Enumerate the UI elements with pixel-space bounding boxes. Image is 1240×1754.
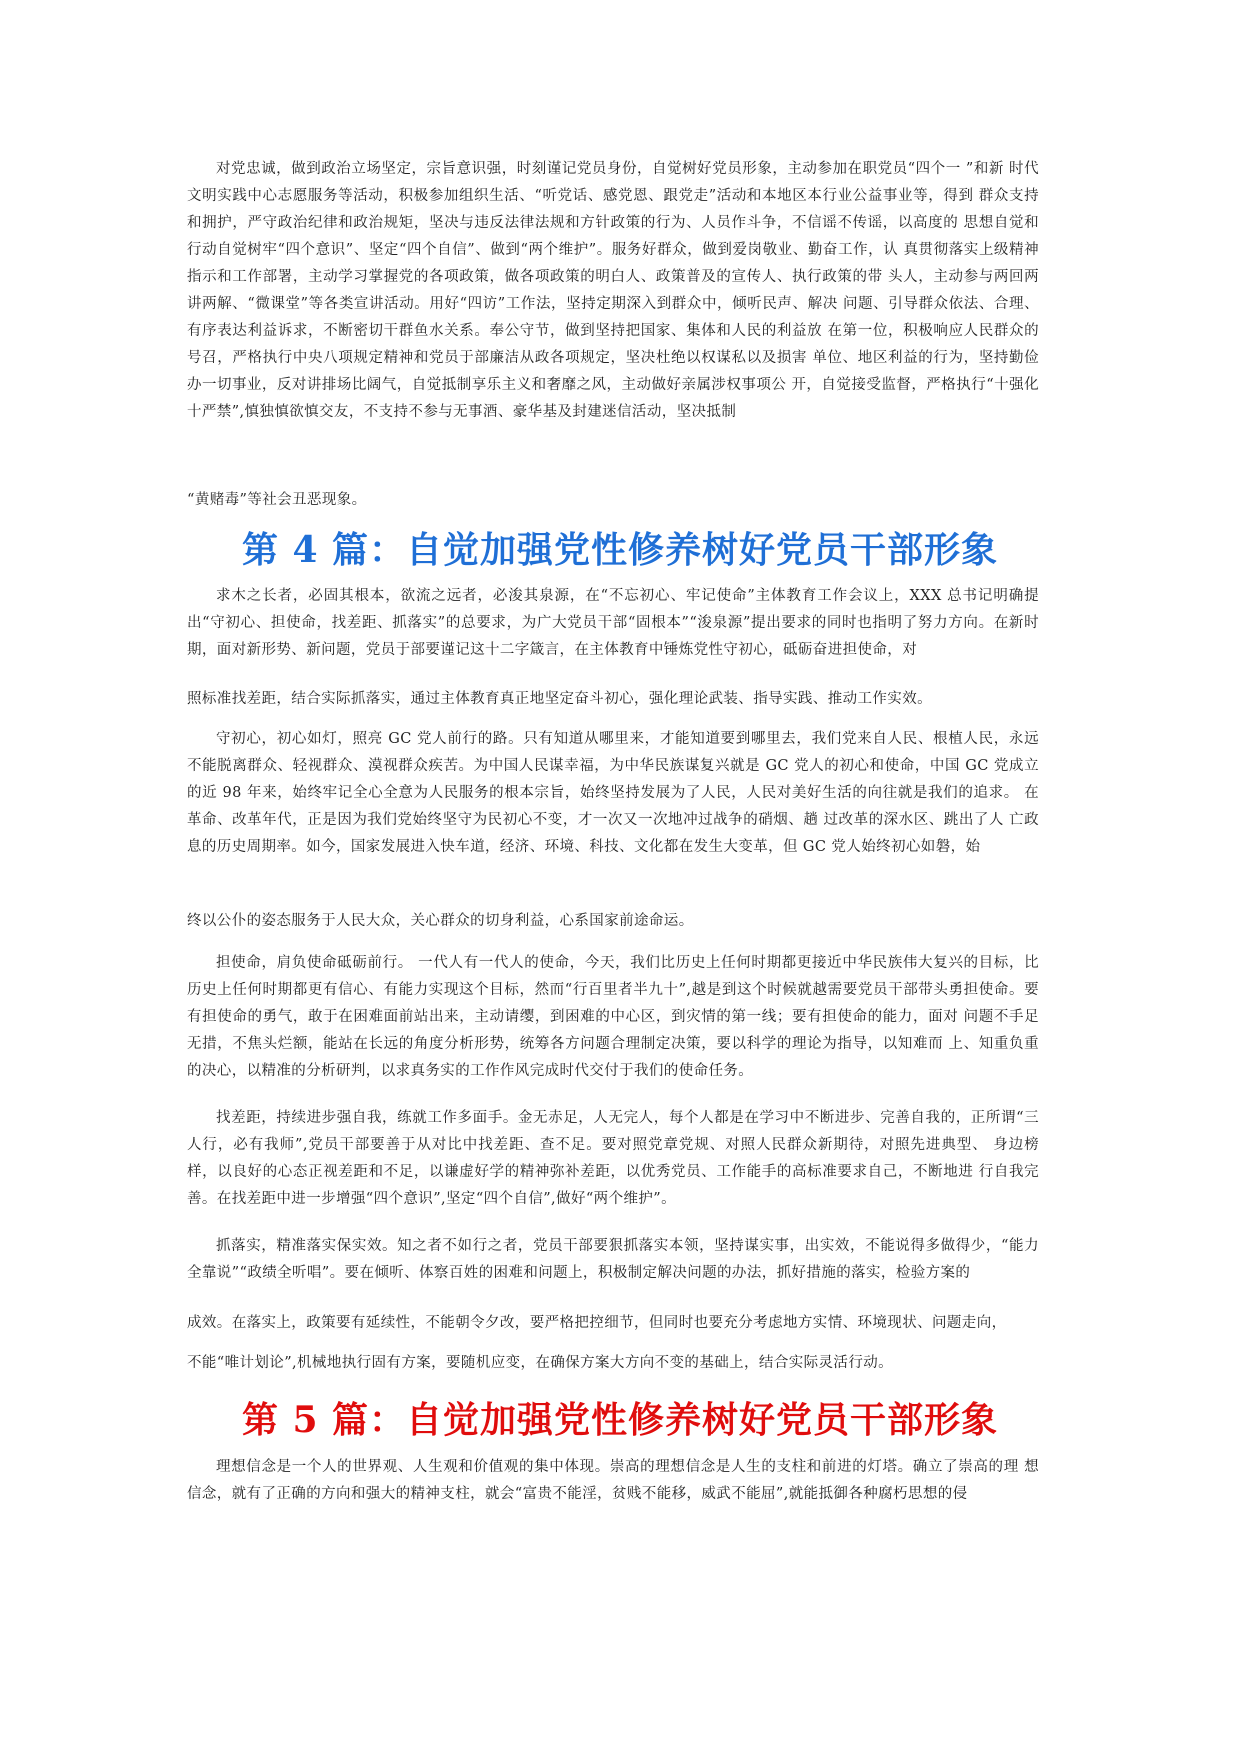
paragraph-6-continued-1: 成效。在落实上，政策要有延续性，不能朝令夕改，要严格把控细节，但同时也要充分考虑地方实情、环境现状、问题走向，	[187, 1315, 1007, 1331]
paragraph-6: 抓落实，精准落实保实效。知之者不如行之者，党员干部要狠抓落实本领，坚持谋实事，出实效，不能说得多做得少，“能力全靠说”“政绩全听唱”。要在倾听、体察百姓的困难和问题上，积极制定解决问题的办法，抓好措施的落实，检验方案的	[187, 1238, 1039, 1281]
paragraph-1: 对党忠诚，做到政治立场坚定，宗旨意识强，时刻谨记党员身份，自觉树好党员形象，主动参加在职党员“四个一 ”和新 时代文明实践中心志愿服务等活动，积极参加组织生活、“听党话、感党恩、跟党走”活动和本地区本行业公益事业等，得到 群众支持和拥护，严守政治纪律和政治规矩，坚决与违反法律法规和方针政策的行为、人员作斗争，不信谣不传谣，以高度的 思想自觉和行动自觉树牢“四个意识”、坚定“四个自信”、做到“两个维护”。服务好群众，做到爱岗敬业、勤奋工作，认 真贯彻落实上级精神指示和工作部署，主动学习掌握党的各项政策，做各项政策的明白人、政策普及的宣传人、执行政策的带 头人，主动参与两回两讲两解、“微课堂”等各类宣讲活动。用好“四访”工作法，坚持定期深入到群众中，倾听民声、解决 问题、引导群众依法、合理、有序表达利益诉求，不断密切干群鱼水关系。奉公守节，做到坚持把国家、集体和人民的利益放 在第一位，积极响应人民群众的号召，严格执行中央八项规定精神和党员于部廉洁从政各项规定，坚决杜绝以权谋私以及损害 单位、地区利益的行为，坚持勤俭办一切事业，反对讲排场比阔气，自觉抵制享乐主义和奢靡之风，主动做好亲属涉权事项公 开，自觉接受监督，严格执行“十强化十严禁”,慎独慎欲慎交友，不支持不参与无事酒、豪华基及封建迷信活动，坚决抵制	[187, 161, 1039, 420]
section-heading-4: 第 4 篇：自觉加强党性修养树好党员干部形象	[241, 529, 999, 571]
paragraph-1-continued: “黄赌毒”等社会丑恶现象。	[187, 492, 367, 508]
section-heading-5: 第 5 篇：自觉加强党性修养树好党员干部形象	[241, 1399, 999, 1441]
paragraph-6-continued-2: 不能“唯计划论”,机械地执行固有方案，要随机应变，在确保方案大方向不变的基础上，结合实际灵活行动。	[187, 1355, 894, 1371]
paragraph-2: 求木之长者，必固其根本，欲流之远者，必浚其泉源，在“不忘初心、牢记使命”主体教育工作会议上，XXX 总书记明确提出“守初心、担使命，找差距、抓落实”的总要求，为广大党员干部“固根本”“浚泉源”提出要求的同时也指明了努力方向。在新时期，面对新形势、新问题，党员于部要谨记这十二字箴言，在主体教育中锤炼党性守初心，砥砺奋进担使命，对	[187, 588, 1039, 658]
paragraph-7: 理想信念是一个人的世界观、人生观和价值观的集中体现。崇高的理想信念是人生的支柱和前进的灯塔。确立了崇高的理 想信念，就有了正确的方向和强大的精神支柱，就会“富贵不能淫，贫贱不能移，威武不能屈”,就能抵御各种腐朽思想的侵	[187, 1459, 1039, 1502]
paragraph-3: 守初心，初心如灯，照亮 GC 党人前行的路。只有知道从哪里来，才能知道要到哪里去，我们党来自人民、根植人民，永远不能脱离群众、轻视群众、漠视群众疾苦。为中国人民谋幸福，为中华民族谋复兴就是 GC 党人的初心和使命，中国 GC 党成立的近 98 年来，始终牢记全心全意为人民服务的根本宗旨，始终坚持发展为了人民，人民对美好生活的向往就是我们的追求。 在革命、改革年代，正是因为我们党始终坚守为民初心不变，才一次又一次地冲过战争的硝烟、趟 过改革的深水区、跳出了人 亡政息的历史周期率。如今，国家发展进入快车道，经济、环境、科技、文化都在发生大变革，但 GC 党人始终初心如磐，始	[187, 731, 1039, 855]
paragraph-5: 找差距，持续进步强自我，练就工作多面手。金无赤足，人无完人，每个人都是在学习中不断进步、完善自我的，正所谓“三人行，必有我师”,党员干部要善于从对比中找差距、查不足。要对照党章党规、对照人民群众新期待，对照先进典型、 身边榜样，以良好的心态正视差距和不足，以谦虚好学的精神弥补差距，以优秀党员、工作能手的高标准要求自己，不断地进 行自我完善。在找差距中进一步增强“四个意识”,坚定“四个自信”,做好“两个维护”。	[187, 1110, 1039, 1207]
paragraph-3-continued: 终以公仆的姿态服务于人民大众，关心群众的切身利益，心系国家前途命运。	[187, 913, 694, 929]
paragraph-2-continued: 照标准找差距，结合实际抓落实，通过主体教育真正地坚定奋斗初心，强化理论武装、指导实践、推动工作实效。	[187, 691, 932, 707]
paragraph-4: 担使命，肩负使命砥砺前行。 一代人有一代人的使命，今天，我们比历史上任何时期都更接近中华民族伟大复兴的目标，比历史上任何时期都更有信心、有能力实现这个目标，然而“行百里者半九十”,越是到这个时候就越需要党员干部带头勇担使命。要有担使命的勇气，敢于在困难面前站出来，主动请缨，到困难的中心区，到灾情的第一线；要有担使命的能力，面对 问题不手足无措，不焦头烂额，能站在长远的角度分析形势，统筹各方问题合理制定决策，要以科学的理论为指导，以知难而 上、知重负重的决心，以精准的分析研判，以求真务实的工作作风完成时代交付于我们的使命任务。	[187, 955, 1039, 1079]
